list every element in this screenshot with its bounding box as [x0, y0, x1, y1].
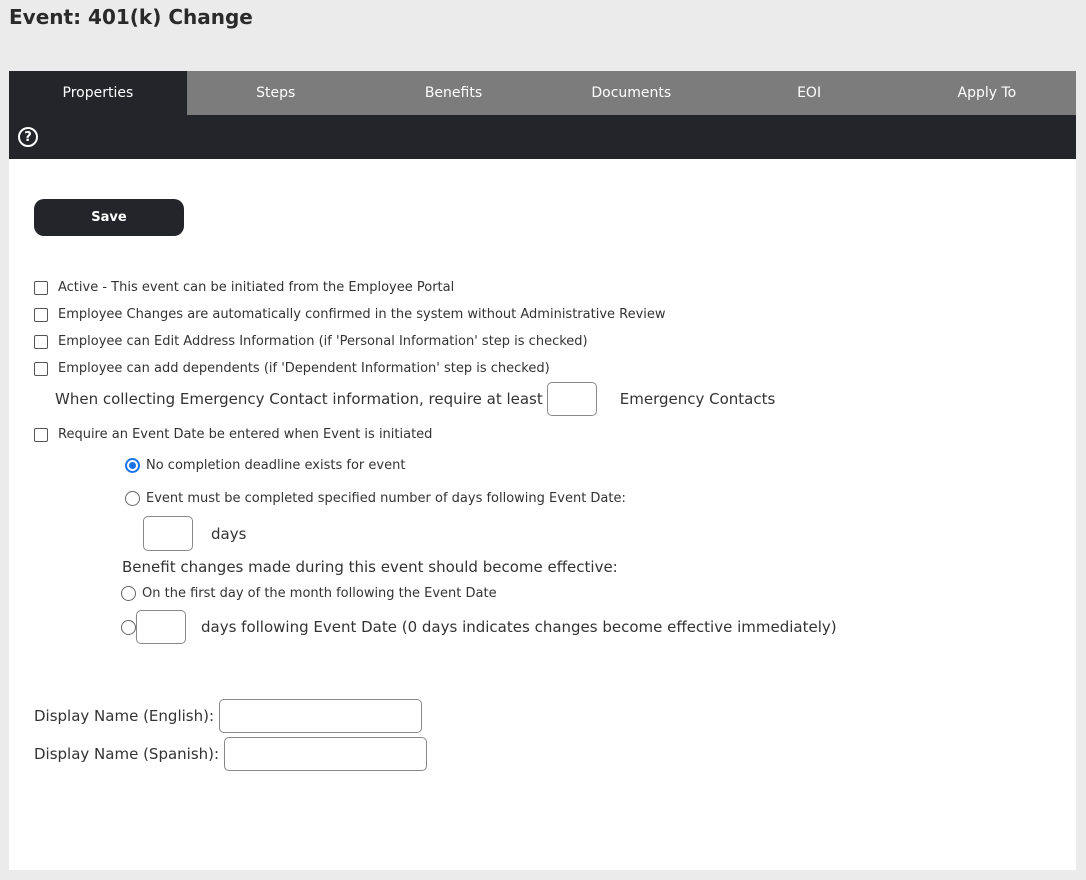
display-name-spanish-label: Display Name (Spanish):	[34, 745, 220, 763]
no-deadline-label: No completion deadline exists for event	[146, 458, 406, 473]
tab-documents[interactable]: Documents	[591, 85, 672, 101]
emergency-prefix: When collecting Emergency Contact information, require at least	[55, 390, 543, 408]
emergency-suffix: Emergency Contacts	[619, 390, 776, 408]
no-deadline-radio[interactable]	[125, 458, 140, 473]
tab-eoi[interactable]: EOI	[797, 85, 822, 101]
deadline-days-unit: days	[211, 524, 247, 543]
display-name-english-label: Display Name (English):	[34, 707, 214, 725]
help-bar	[9, 115, 1076, 159]
edit-address-checkbox[interactable]	[34, 335, 48, 349]
add-dependents-checkbox[interactable]	[34, 362, 48, 376]
active-checkbox[interactable]	[34, 281, 48, 295]
first-of-month-label: On the first day of the month following the Event Date	[142, 586, 497, 601]
require-event-date-label: Require an Event Date be entered when Event is initiated	[58, 427, 433, 442]
tab-benefits[interactable]: Benefits	[424, 85, 483, 101]
add-dependents-option	[34, 361, 550, 376]
active-label: Active - This event can be initiated from the Employee Portal	[58, 280, 455, 295]
display-name-spanish-row	[34, 737, 427, 771]
display-name-english-row	[34, 699, 422, 733]
edit-address-option	[34, 334, 588, 349]
tab-steps[interactable]: Steps	[256, 85, 296, 101]
deadline-days-row	[143, 516, 246, 551]
emergency-contacts-row	[55, 382, 775, 416]
tab-properties[interactable]: Properties	[9, 71, 187, 115]
tab-apply-to[interactable]: Apply To	[957, 85, 1017, 101]
days-after-input[interactable]	[136, 610, 186, 644]
tab-bar	[9, 71, 1076, 115]
display-name-english-input[interactable]	[219, 699, 422, 733]
days-after-label: days following Event Date (0 days indicates changes become effective immediately)	[201, 618, 837, 636]
days-after-option	[121, 610, 837, 644]
days-after-radio[interactable]	[121, 620, 136, 635]
first-of-month-radio[interactable]	[121, 586, 136, 601]
page-title: Event: 401(k) Change	[9, 5, 253, 29]
days-deadline-radio[interactable]	[125, 491, 140, 506]
question-circle-icon[interactable]: ?	[18, 127, 38, 147]
require-event-date-checkbox[interactable]	[34, 428, 48, 442]
display-name-spanish-input[interactable]	[224, 737, 427, 771]
auto-confirm-checkbox[interactable]	[34, 308, 48, 322]
days-deadline-option	[125, 491, 626, 506]
days-deadline-label: Event must be completed specified number of days following Event Date:	[146, 491, 626, 506]
add-dependents-label: Employee can add dependents (if 'Dependent Information' step is checked)	[58, 361, 550, 376]
require-event-date-option	[34, 427, 432, 442]
auto-confirm-option	[34, 307, 666, 322]
properties-panel	[9, 159, 1076, 870]
edit-address-label: Employee can Edit Address Information (if 'Personal Information' step is checked)	[58, 334, 588, 349]
emergency-contacts-input[interactable]	[547, 382, 597, 416]
active-option	[34, 280, 454, 295]
no-deadline-option	[125, 458, 405, 473]
effective-heading: Benefit changes made during this event should become effective:	[122, 558, 618, 576]
first-of-month-option	[121, 586, 497, 601]
deadline-days-input[interactable]	[143, 516, 193, 551]
save-button[interactable]: Save	[34, 199, 184, 236]
auto-confirm-label: Employee Changes are automatically confirmed in the system without Administrative Review	[58, 307, 666, 322]
